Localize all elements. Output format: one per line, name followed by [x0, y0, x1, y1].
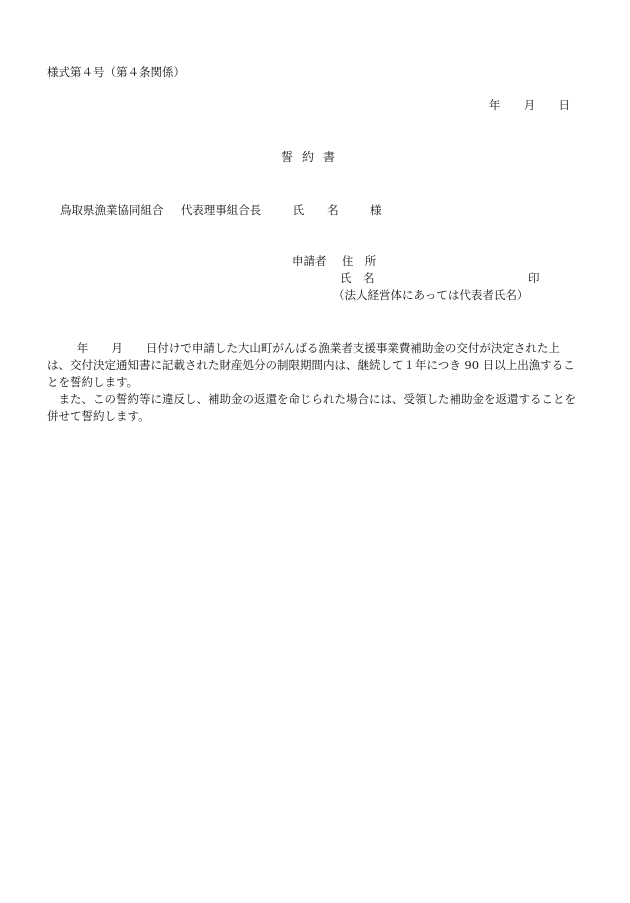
addressee-name-label: 氏 名: [292, 203, 339, 217]
addressee: [60, 205, 381, 217]
addressee-organization: 鳥取県漁業協同組合: [60, 203, 164, 217]
applicant-role-label: 申請者: [292, 254, 327, 268]
corporate-note: （法人経営体にあっては代表者氏名）: [333, 288, 529, 302]
applicant-address-label: 住 所: [341, 254, 377, 268]
pledge-paragraph-1: 年 月 日付けで申請した大山町がんばる漁業者支援事業費補助金の交付が決定された上は、交付決定通知書に記載された財産処分の制限期間内は、継続して１年につき 90 日以上出漁することを誓約します。: [47, 341, 575, 389]
date-month: 月: [523, 98, 536, 112]
pledge-body: [47, 340, 577, 425]
seal-mark: 印: [528, 271, 540, 285]
applicant-name-label: 氏 名: [340, 271, 375, 285]
addressee-honorific: 様: [369, 203, 382, 217]
date-day: 日: [558, 98, 570, 112]
document-title: 誓約書: [281, 150, 345, 164]
date-year: 年: [488, 98, 501, 112]
form-number: 様式第４号（第４条関係）: [47, 65, 185, 79]
date-line: [489, 100, 570, 112]
pledge-paragraph-2: また、この誓約等に違反し、補助金の返還を命じられた場合には、受領した補助金を返還することを併せて誓約します。: [47, 392, 576, 423]
applicant-address-line: [292, 256, 376, 268]
addressee-position: 代表理事組合長: [180, 203, 262, 217]
